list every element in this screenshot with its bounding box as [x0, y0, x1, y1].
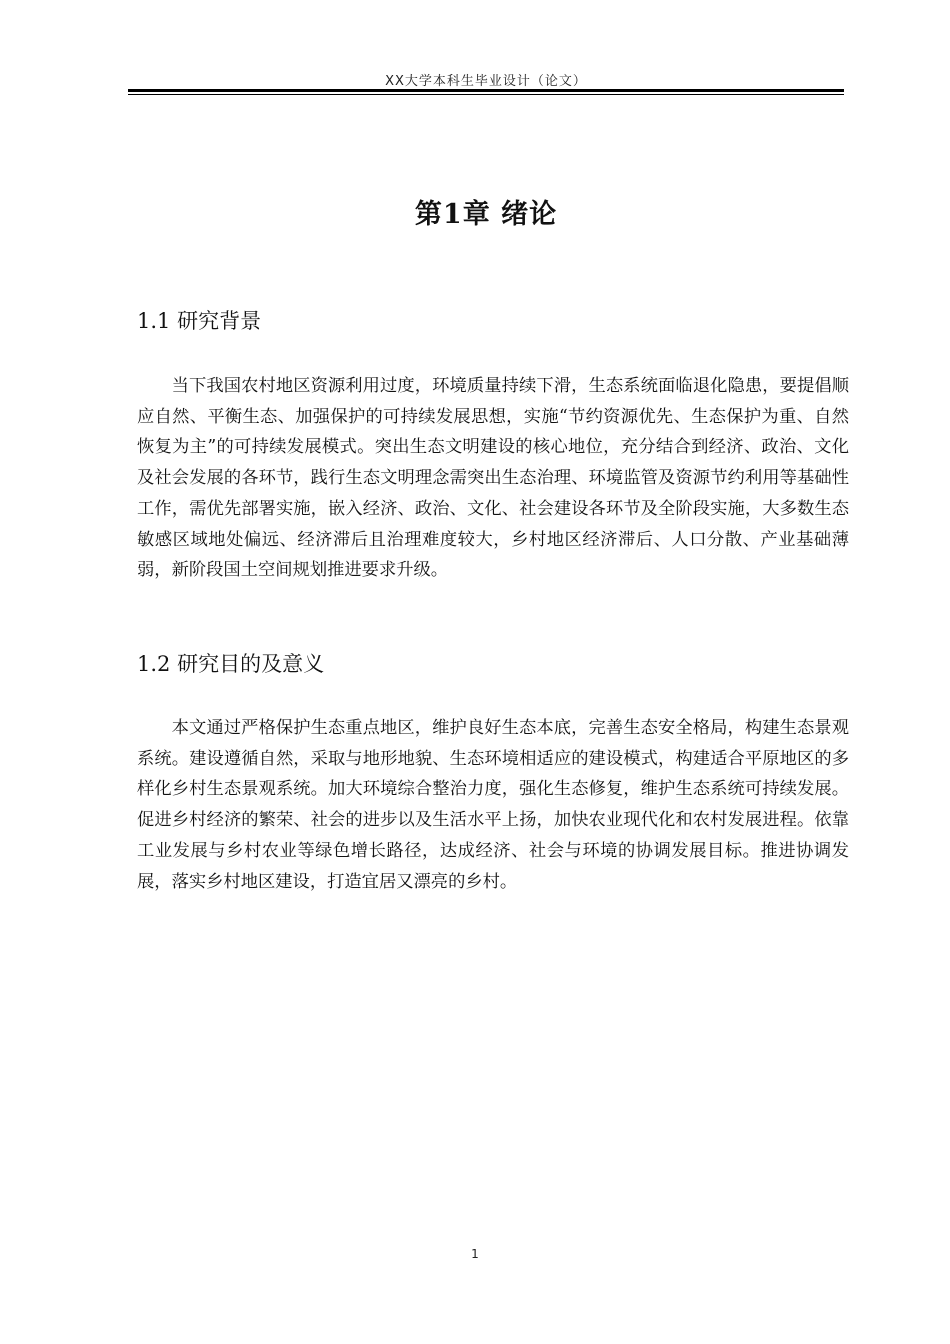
header-rule-thick [128, 89, 844, 92]
header-rule-thin [128, 94, 844, 95]
running-header: XX大学本科生毕业设计（论文） [385, 74, 587, 89]
section-heading-background: 1.1 研究背景 [137, 309, 262, 333]
chapter-title: 第1章 绪论 [414, 199, 558, 230]
section-heading-purpose: 1.2 研究目的及意义 [137, 652, 325, 676]
section-paragraph-purpose: 本文通过严格保护生态重点地区，维护良好生态本底，完善生态安全格局，构建生态景观系统。建设遵循自然，采取与地形地貌、生态环境相适应的建设模式，构建适合平原地区的多样化乡村生态景观系统。加大环境综合整治力度，强化生态修复，维护生态系统可持续发展。促进乡村经济的繁荣、社会的进步以及生活水平上扬，加快农业现代化和农村发展进程。依靠工业发展与乡村农业等绿色增长路径，达成经济、社会与环境的协调发展目标。推进协调发展，落实乡村地区建设，打造宜居又漂亮的乡村。 [137, 718, 849, 892]
section-paragraph-background: 当下我国农村地区资源利用过度，环境质量持续下滑，生态系统面临退化隐患，要提倡顺应自然、平衡生态、加强保护的可持续发展思想，实施“节约资源优先、生态保护为重、自然恢复为主”的可持续发展模式。突出生态文明建设的核心地位，充分结合到经济、政治、文化及社会发展的各环节，践行生态文明理念需突出生态治理、环境监管及资源节约利用等基础性工作，需优先部署实施，嵌入经济、政治、文化、社会建设各环节及全阶段实施，大多数生态敏感区域地处偏远、经济滞后且治理难度较大，乡村地区经济滞后、人口分散、产业基础薄弱，新阶段国土空间规划推进要求升级。 [137, 376, 849, 581]
page-number: 1 [471, 1247, 479, 1261]
